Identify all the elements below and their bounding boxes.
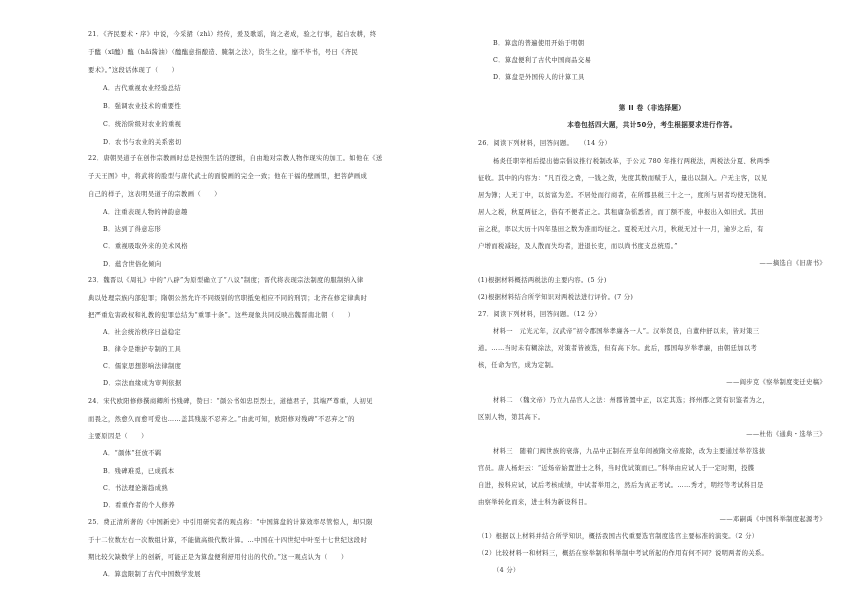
q21-stem-line: 21．《齐民要术・序》中说，今采捃（zhì）经传，爰及歌谣，询之老成，验之行事，起自农耕，终: [88, 31, 377, 38]
q22-option-a: A．注重表现人物的神韵意趣: [103, 209, 188, 216]
q22-option-c: C．重视吸取外来的美术风格: [103, 243, 188, 250]
q27-material-3-line: 材料三 随着门阀世族的衰落，九品中正制在开皇年间被隋文帝废除，改为主要通过举荐选拔: [493, 448, 766, 455]
q26-head: 26．阅读下列材料，回答问题。 （14 分）: [478, 140, 612, 147]
q27-question: （1）根据以上材料并结合所学知识，概括我国古代重要选官制度选官主要标准的演变。（2 分）: [478, 533, 759, 540]
section-title: 第 II 卷（非选择题）: [618, 104, 686, 112]
q22-option-b: B．达到了得意忘形: [103, 226, 162, 233]
q27-material-1-line: 道。……当时未有糊涂法，对策者皆被选，但有高下尔。此后，郡国每岁举孝廉，由朝廷加以考: [478, 345, 758, 352]
section-note: 本卷包括四大题，共计50分，考生根据要求进行作答。: [567, 121, 737, 129]
q23-stem-line: 典以处理宗族内部犯罪；隋朝公然允许不同级别的官职抵免相应不同的刑罚；北齐在修定律典时: [88, 295, 368, 302]
q25-stem-line: 期比较欠缺数学上的创新，可能正是为算盘便利舒用付出的代价。”这一观点认为（ ）: [88, 554, 348, 561]
q27-material-2-source: ——杜佑《通典・选举三》: [746, 431, 826, 438]
q22-stem-line: 子天王图》中，将武将的脸型与唐代武士的面貌画的完全一致；他在干福的壁画里，把菩萨画成: [88, 173, 368, 180]
q25-option-b: B．算盘的普遍使用开始于明朝: [493, 40, 585, 47]
q27-material-1-source: ——阎步克《察举制度变迁史稿》: [726, 379, 826, 386]
q26-body-line: 杨炎任职宰相后提出德宗倡议推行税制改革，于公元 780 年推行两税法，两税法分夏、秋两季: [493, 158, 770, 165]
q23-stem-line: 23．魏晋以《周礼》中的“八辟”为原型确立了“八议”制度；晋代将表现宗法制度的服制纳入律: [88, 277, 364, 284]
q24-option-b: B．残碑难觅，已成孤本: [103, 468, 175, 475]
q23-option-a: A．社会统治秩序日益稳定: [103, 329, 182, 336]
q27-question: （2）比较材料一和材料三，概括在察举制和科举制中考试所起的作用有何不同？说明两者的关系。: [478, 550, 769, 557]
q27-material-3-source: ——邓嗣禹《中国科举制度起源考》: [719, 516, 826, 523]
q22-stem-line: 自己的样子，这表明吴道子的宗教画（ ）: [88, 191, 221, 198]
q26-body-line: 征收。其中的内容为：“凡百役之费，一钱之敛，先度其数而赋于人，量出以制入。户无主客，以见: [478, 175, 768, 182]
q24-option-d: D．看重作者的个人修养: [103, 502, 175, 509]
q24-option-a: A．“颜体”狂放不羁: [103, 450, 162, 457]
q23-option-b: B．律令是维护专制的工具: [103, 346, 182, 353]
q25-stem-line: 于十二位数左右一次数组计算，不能做高级代数计算。…中国在十四世纪中叶至十七世纪这段时: [88, 537, 368, 544]
q27-material-3-line: 官员。唐人杨炬云：“近炀帝始置进士之科，当时优试策而已。”科举由应试人于一定时期，投牒: [478, 465, 755, 472]
q21-option-b: B．强调农业技术的重要性: [103, 103, 182, 110]
q21-stem-line: 于醯（xī醯）醢（hǎi酱油）（醯醢意指酿造、腌制之法），资生之业，靡不毕书，号曰《齐民: [88, 49, 359, 56]
q24-stem-line: 24．宋代欧阳修修撰商卿所书残碑，赞曰：“颜公书如忠臣烈士，道德君子，其端严尊重，人初见: [88, 398, 373, 405]
q24-option-c: C．书法理论渐趋成熟: [103, 485, 168, 492]
q26-question: (2)根据材料结合所学知识对两税法进行评价。(7 分): [478, 294, 634, 301]
q25-option-d: D．算盘是外国传人的计算工具: [493, 74, 585, 81]
q21-option-a: A．古代重视农业经验总结: [103, 85, 182, 92]
q27-material-1-line: 核，任命为官，成为定制。: [478, 362, 558, 369]
q26-question: (1)根据材料概括两税法的主要内容。(5 分): [478, 277, 607, 284]
q27-material-1-line: 材料一 元光元年，汉武帝“初令郡国举孝廉各一人”。汉举贤良，自董仲舒以来，皆对策三: [493, 328, 760, 335]
q21-option-c: C．统治阶级对农业的重视: [103, 121, 182, 128]
q25-option-c: C．算盘便利了古代中国商品交易: [493, 57, 592, 64]
q23-option-c: C．儒家思想影响法律制度: [103, 363, 182, 370]
q23-option-d: D．宗法血缘成为审判依据: [103, 380, 182, 387]
q27-material-2-line: 材料二 （魏文帝）乃立九品官人之法：州郡皆置中正，以定其选；择州郡之贤有识鉴者为之，: [493, 397, 770, 404]
q27-material-3-line: 由察举转化而来，进士科为新设科目。: [478, 499, 591, 506]
q24-stem-line: 主要原因是（ ）: [88, 433, 148, 440]
q25-option-a: A．算盘限制了古代中国数学发展: [103, 571, 201, 578]
q23-stem-line: 把严重危害政权和礼教的犯罪总结为“重罪十条”。这些现象共同反映出魏晋南北朝（ ）: [88, 312, 355, 319]
q27-question: （4 分）: [493, 567, 520, 574]
q26-source: ——摘选自《旧唐书》: [759, 260, 826, 267]
q27-material-2-line: 区别人物，第其高下。: [478, 414, 545, 421]
q25-stem-line: 25．费正清所著的《中国新史》中引用研究者的观点称：“中国算盘的计算效率尽管惊人，却只限: [88, 519, 373, 526]
q22-stem-line: 22．唐朝吴道子在创作宗教画时总是按照生活的逻辑，自由地对宗教人物作现实的加工。如他在《送: [88, 155, 383, 162]
q27-material-3-line: 自进，按科应试，试后考核成绩，中试者举用之，然后为真正考试。……秀才，明经等考试科目是: [478, 482, 764, 489]
q26-body-line: 居为簿；人无丁中，以贫富为差。不居处而行商者，在所郡县税三十之一，度所与居者均使无饶利。: [478, 192, 771, 199]
q27-head: 27．阅读下列材料，回答问题。（12 分）: [478, 311, 601, 318]
q26-body-line: 居人之税，秋夏两征之，俗有不便者正之。其租庸杂徭悉省，而丁额不废，申报出入如旧式。其田: [478, 209, 764, 216]
q21-option-d: D．农书与农业的关系密切: [103, 139, 182, 146]
q26-body-line: 亩之税，率以大历十四年垦田之数为准而均征之。夏税无过六月，秋税无过十一月，逾岁之后，有: [478, 226, 764, 233]
q21-stem-line: 要术》。”这段话体现了（ ）: [88, 67, 179, 74]
q26-body-line: 户增而税减轻，及人散而失均者，进退长吏，而以尚书度支总统焉。”: [478, 243, 678, 250]
q22-option-d: D．蕴含世俗化倾向: [103, 261, 162, 268]
q24-stem-line: 而畏之，然愈久而愈可爱也……盖其残旅不忍弃之。”由此可知，欧阳修对残碑“不忍弃之”的: [88, 416, 355, 423]
